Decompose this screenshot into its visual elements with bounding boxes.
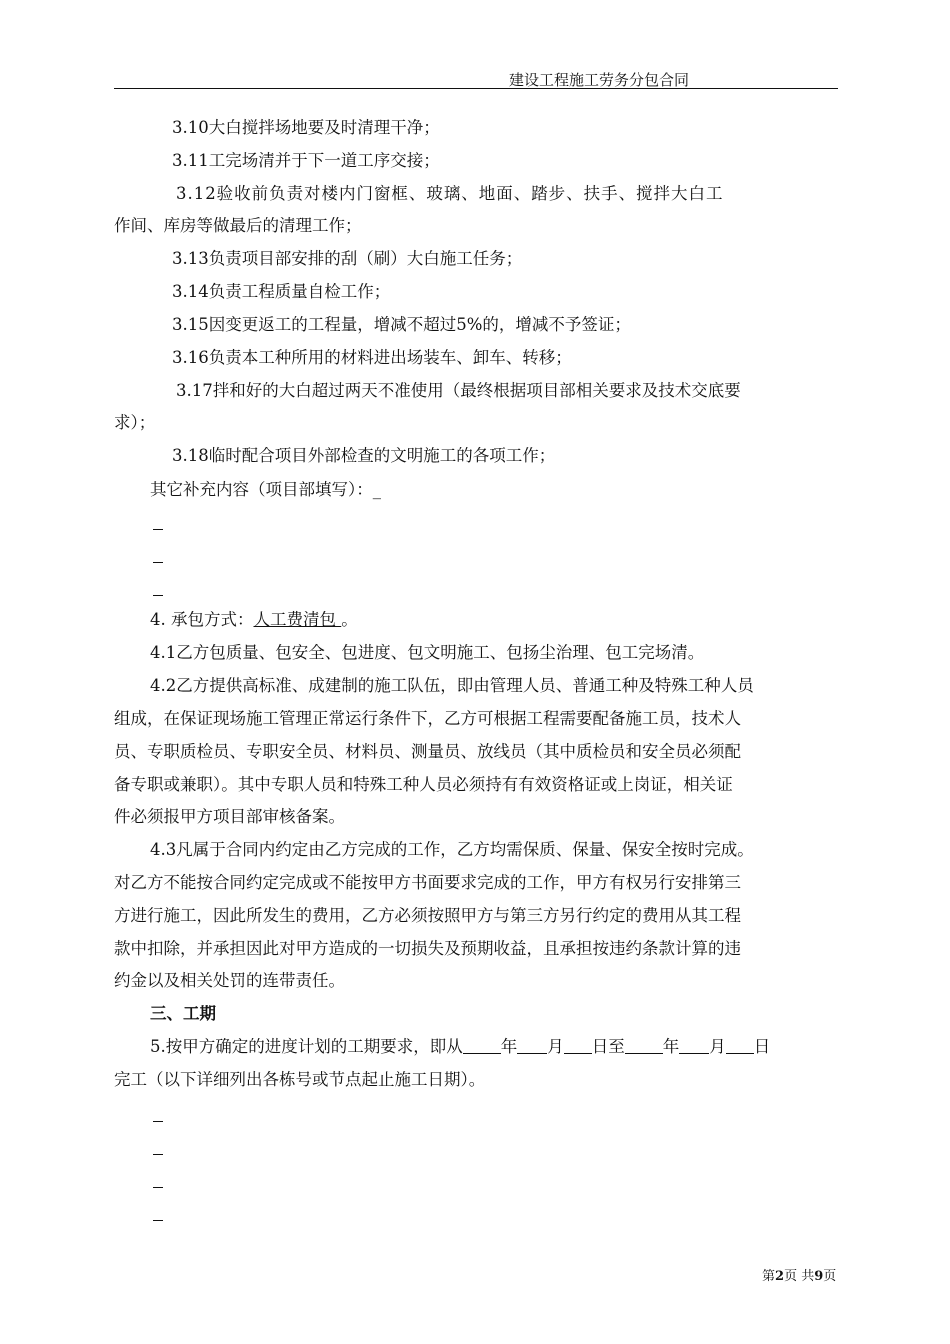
schedule-blank-line bbox=[153, 1121, 163, 1122]
paragraph-4-2-line: 组成，在保证现场施工管理正常运行条件下，乙方可根据工程需要配备施工员，技术人 bbox=[114, 709, 741, 728]
item-3-17-line1: 3.17拌和好的大白超过两天不准使用（最终根据项目部相关要求及技术交底要 bbox=[176, 381, 741, 400]
item-3-12-line1: 3.12验收前负责对楼内门窗框、玻璃、地面、踏步、扶手、搅拌大白工 bbox=[176, 184, 724, 203]
paragraph-4-2-line: 件必须报甲方项目部审核备案。 bbox=[114, 807, 345, 826]
schedule-blank-line bbox=[153, 1187, 163, 1188]
paragraph-4-3-line: 款中扣除，并承担因此对甲方造成的一切损失及预期收益，且承担按违约条款计算的违 bbox=[114, 939, 741, 958]
start-year-blank bbox=[463, 1036, 501, 1054]
schedule-blank-line bbox=[153, 1154, 163, 1155]
paragraph-4-3-line: 方进行施工，因此所发生的费用，乙方必须按照甲方与第三方另行约定的费用从其工程 bbox=[114, 906, 741, 925]
item-3-11: 3.11工完场清并于下一道工序交接； bbox=[172, 151, 440, 170]
item-3-16: 3.16负责本工种所用的材料进出场装车、卸车、转移； bbox=[172, 348, 572, 367]
paragraph-4-2-line: 备专职或兼职）。其中专职人员和特殊工种人员必须持有有效资格证或上岗证，相关证 bbox=[114, 775, 733, 794]
contract-mode-label: 4. 承包方式： bbox=[150, 610, 254, 629]
paragraph-4-2-line: 4.2乙方提供高标准、成建制的施工队伍，即由管理人员、普通工种及特殊工种人员 bbox=[150, 676, 754, 695]
item-3-17-line2: 求）； bbox=[114, 413, 156, 432]
contract-mode-end: 。 bbox=[341, 610, 358, 629]
day-label: 日 bbox=[753, 1037, 771, 1056]
schedule-line-2: 完工（以下详细列出各栋号或节点起止施工日期）。 bbox=[114, 1070, 486, 1089]
schedule-blank-line bbox=[153, 1220, 163, 1221]
end-month-blank bbox=[679, 1036, 709, 1054]
section-heading: 三、工期 bbox=[150, 1004, 216, 1023]
supplement-label: 其它补充内容（项目部填写）：_ bbox=[150, 480, 381, 499]
start-day-blank bbox=[564, 1036, 592, 1054]
year-label-2: 年 bbox=[662, 1037, 680, 1056]
total-pages: 9 bbox=[814, 1269, 824, 1284]
item-3-12-line2: 作间、库房等做最后的清理工作； bbox=[114, 216, 362, 235]
page-footer bbox=[762, 1265, 836, 1284]
month-label: 月 bbox=[547, 1037, 564, 1056]
paragraph-4-3-line: 对乙方不能按合同约定完成或不能按甲方书面要求完成的工作，甲方有权另行安排第三 bbox=[114, 873, 741, 892]
footer-prefix: 第 bbox=[762, 1269, 776, 1284]
item-3-14: 3.14负责工程质量自检工作； bbox=[172, 282, 391, 301]
page-number: 2 bbox=[775, 1269, 785, 1284]
end-day-blank bbox=[726, 1036, 754, 1054]
footer-mid: 页 共 bbox=[784, 1269, 815, 1284]
paragraph-4-3-line: 约金以及相关处罚的连带责任。 bbox=[114, 971, 345, 990]
schedule-lead: 5.按甲方确定的进度计划的工期要求，即从 bbox=[150, 1037, 463, 1056]
end-year-blank bbox=[625, 1036, 663, 1054]
month-label-2: 月 bbox=[709, 1037, 726, 1056]
supplement-blank-line bbox=[153, 595, 163, 596]
paragraph-4-2-line: 员、专职质检员、专职安全员、材料员、测量员、放线员（其中质检员和安全员必须配 bbox=[114, 742, 741, 761]
item-3-10: 3.10大白搅拌场地要及时清理干净； bbox=[172, 118, 440, 137]
day-to-label: 日至 bbox=[591, 1037, 625, 1056]
schedule-line bbox=[150, 1036, 770, 1058]
contract-mode-line bbox=[150, 609, 358, 631]
contract-mode-value: 人工费清包 bbox=[253, 610, 342, 629]
start-month-blank bbox=[517, 1036, 547, 1054]
item-3-13: 3.13负责项目部安排的刮（刷）大白施工任务； bbox=[172, 249, 523, 268]
year-label: 年 bbox=[500, 1037, 518, 1056]
paragraph-4-1: 4.1乙方包质量、包安全、包进度、包文明施工、包扬尘治理、包工完场清。 bbox=[150, 643, 705, 662]
supplement-blank-line bbox=[153, 562, 163, 563]
footer-suffix: 页 bbox=[823, 1269, 837, 1284]
header-rule bbox=[114, 88, 838, 89]
supplement-blank-line bbox=[153, 529, 163, 530]
item-3-15: 3.15因变更返工的工程量，增减不超过5%的，增减不予签证； bbox=[172, 315, 631, 334]
header-title: 建设工程施工劳务分包合同 bbox=[509, 71, 690, 89]
paragraph-4-3-line: 4.3凡属于合同内约定由乙方完成的工作，乙方均需保质、保量、保安全按时完成。 bbox=[150, 840, 754, 859]
item-3-18: 3.18临时配合项目外部检查的文明施工的各项工作； bbox=[172, 446, 556, 465]
